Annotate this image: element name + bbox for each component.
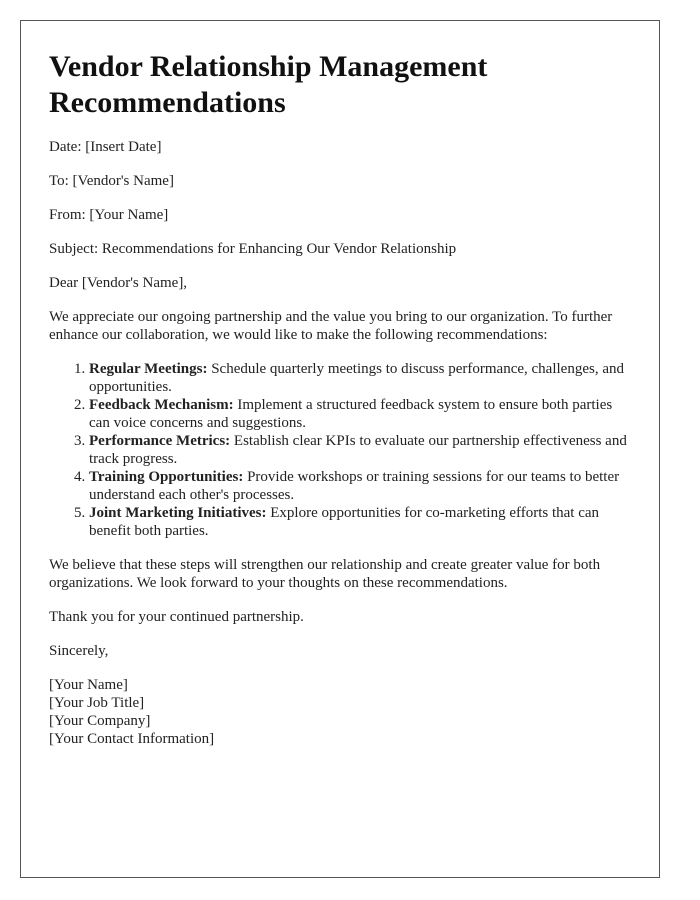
subject-line: Subject: Recommendations for Enhancing Our Vendor Relationship: [49, 241, 457, 257]
recommendation-title: Feedback Mechanism:: [89, 397, 234, 413]
list-item: [89, 468, 631, 504]
signature-company: [Your Company]: [49, 713, 151, 729]
signature-job-title: [Your Job Title]: [49, 695, 145, 711]
signature-contact: [Your Contact Information]: [49, 731, 215, 747]
recommendation-text: Implement a structured feedback system to ensure both parties can voice concerns and suggestions.: [89, 397, 613, 431]
list-item: [89, 432, 631, 468]
thanks-line: Thank you for your continued partnership.: [49, 609, 304, 625]
from-line: From: [Your Name]: [49, 207, 169, 223]
list-item: [89, 396, 631, 432]
signature-name: [Your Name]: [49, 677, 128, 693]
document-title: Vendor Relationship Management Recommendations: [49, 50, 488, 119]
intro-paragraph: We appreciate our ongoing partnership and the value you bring to our organization. To further enhance our collaboration, we would like to make the following recommendations:: [49, 309, 613, 343]
salutation: Dear [Vendor's Name],: [49, 275, 188, 291]
recommendation-text: Provide workshops or training sessions for our teams to better understand each other's processes.: [89, 469, 620, 503]
list-item: [89, 360, 631, 396]
recommendation-title: Joint Marketing Initiatives:: [89, 505, 267, 521]
recommendation-text: Establish clear KPIs to evaluate our partnership effectiveness and track progress.: [89, 433, 627, 467]
list-item: [89, 504, 631, 540]
to-line: To: [Vendor's Name]: [49, 173, 174, 189]
letter-document: [20, 20, 660, 878]
recommendation-text: Explore opportunities for co-marketing efforts that can benefit both parties.: [89, 505, 600, 539]
recommendation-title: Performance Metrics:: [89, 433, 231, 449]
signature-block: [49, 676, 631, 748]
sign-off: Sincerely,: [49, 643, 109, 659]
recommendation-title: Regular Meetings:: [89, 361, 208, 377]
recommendation-text: Schedule quarterly meetings to discuss performance, challenges, and opportunities.: [89, 361, 624, 395]
recommendations-list: [49, 360, 631, 540]
date-line: Date: [Insert Date]: [49, 139, 162, 155]
closing-paragraph: We believe that these steps will strengthen our relationship and create greater value for both organizations. We look forward to your thoughts on these recommendations.: [49, 557, 601, 591]
recommendation-title: Training Opportunities:: [89, 469, 244, 485]
